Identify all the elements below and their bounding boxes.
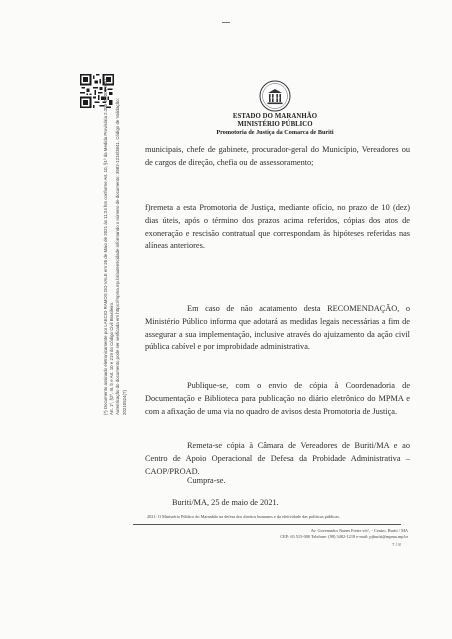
electronic-signature-stamp xyxy=(103,0,128,415)
footer-address: Av. Governador Nunes Freire s/n°, - Centro, Buriti / MA xyxy=(310,528,408,533)
footer-divider xyxy=(133,524,401,525)
closing-cumpra-se: Cumpra-se. xyxy=(187,476,226,485)
institution-header xyxy=(175,113,375,137)
header-ministry: MINISTÉRIO PÚBLICO xyxy=(237,121,313,128)
top-dash-mark xyxy=(222,22,230,23)
page-number: 7 / 8 xyxy=(392,542,401,547)
stamp-line-1: (*) Documento assinado eletronicamente por LAECIO RAMOS DO VALE em 25 de Maio de 2021 às 11:24 hrs conforme Art. 10, §1º da Medida Provisória 2.200-2/2001 e/ou xyxy=(103,79,108,415)
footer-contact: CEP: 65.515-000 Telefone: (98) 3482-1218 e-mail: pjburiti@mpma.mp.br xyxy=(280,534,408,539)
stamp-line-4: 20210524(?) xyxy=(121,390,127,415)
place-and-date: Buriti/MA, 25 de maio de 2021. xyxy=(172,498,279,507)
stamp-line-2: Art. 1º, §2º, III, b e Art. 10 e 219 do Código Civil Brasileiro. xyxy=(109,301,115,415)
paragraph-publication: Publique-se, com o envio de cópia à Coordenadoria de Documentação e Biblioteca para publicação no diário eletrônico do MPMA e com a afixação de uma via no quadro de avisos desta Promotoria de Justiça. xyxy=(145,381,410,416)
header-prosecutor-office: Promotoria de Justiça da Comarca de Buriti xyxy=(216,129,334,136)
paragraph-send-copy: Remeta-se cópia à Câmara de Vereadores de Buriti/MA e ao Centro de Apoio Operacional de Defesa da Probidade Administrativa – CAOP/PROAD. xyxy=(145,441,410,476)
stamp-line-3: Autenticação do documento pode ser verificada em https://mpma.mp.br/autenticidade informando o número de documento: 3582-1216/3841. Código de Validação: xyxy=(115,98,121,415)
header-state: ESTADO DO MARANHÃO xyxy=(232,113,318,120)
paragraph-continuation: municipais, chefe de gabinete, procurador-geral do Município, Vereadores ou de cargos de direção, chefia ou de assessoramento; xyxy=(145,145,410,167)
paragraph-item-f: f)remeta a esta Promotoria de Justiça, mediante ofício, no prazo de 10 (dez) dias úteis, após o término dos prazos acima referidos, cópias dos atos de exoneração e rescisão contratual que correspondam às hipóteses referidas nas alíneas anteriores. xyxy=(145,203,410,251)
coat-of-arms-icon xyxy=(259,80,291,112)
footer-motto: 2021: O Ministério Público do Maranhão na defesa dos direitos humanos e da efetividade das políticas públicas. xyxy=(147,514,340,519)
paragraph-non-compliance: Em caso de não acatamento desta RECOMENDAÇÃO, o Ministério Público informa que adotará as medidas legais necessárias a fim de assegurar a sua implementação, inclusive através do ajuizamento da ação civil pública cabível e por improbidade administrativa. xyxy=(145,304,410,352)
